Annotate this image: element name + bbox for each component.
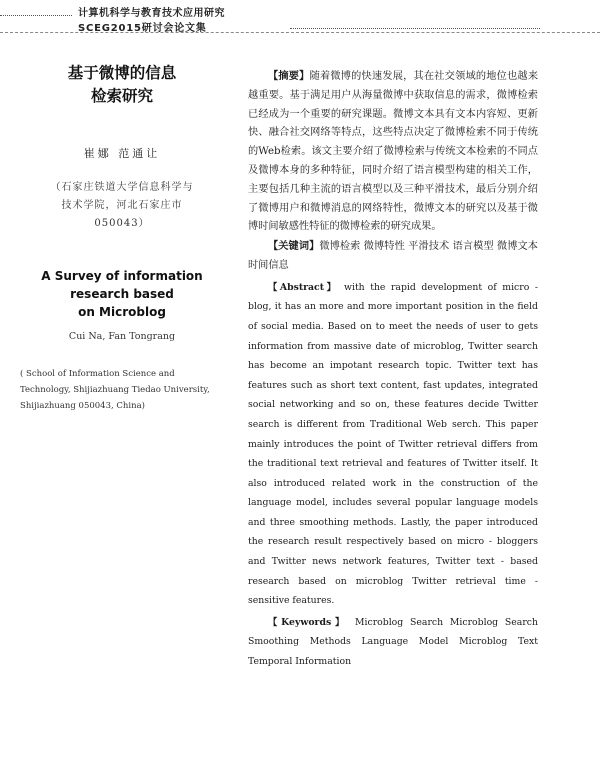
affiliation-cn-line2: 技术学院，河北石家庄市 bbox=[61, 200, 183, 211]
keywords-en-text: Microblog Search Microblog Search Smoothing Methods Language Model Microblog Text Temporal Information bbox=[248, 616, 538, 668]
header-divider bbox=[0, 32, 600, 33]
affiliation-cn-line3: 050043） bbox=[94, 218, 150, 229]
title-cn-line2: 检索研究 bbox=[90, 87, 153, 105]
title-en-line2: research based bbox=[70, 287, 174, 301]
authors-cn: 崔娜 范通让 bbox=[83, 147, 161, 160]
abstract-cn-label: 【摘要】 bbox=[268, 70, 310, 82]
header-dotted-rule-right bbox=[290, 28, 540, 29]
abstract-block bbox=[248, 67, 538, 672]
journal-name: 计算机科学与教育技术应用研究 bbox=[78, 8, 225, 19]
header-dotted-rule-left bbox=[0, 15, 72, 16]
keywords-cn-label: 【关键词】 bbox=[268, 240, 320, 253]
affiliation-en: ( School of Information Science and Technology, Shijiazhuang Tiedao University, Shijiazhuang 050043, China) bbox=[20, 369, 210, 411]
abstract-en-text: with the rapid development of micro - blog, it has an more and more important position in the field of social media. Based on to meet the needs of user to gets information from massive date of microblog, Twitter search has become an impotant research topic. Twitter text has features such as short text content, fast updates, integrated social networking and so on, these features decide Twitter search is different from Traditional Web serch. This paper mainly introduces the point of Twitter retrieval differs from the traditional text retrieval and features of Twitter itself. It also introduced related work in the construction of the language model, includes several popular language models and three smoothing methods. Lastly, the paper introduced the research result respectively based on micro - bloggers and Twitter news network features, Twitter text - based research based on microblog Twitter retrieval time - sensitive features. bbox=[248, 281, 538, 607]
authors-en: Cui Na, Fan Tongrang bbox=[68, 331, 176, 342]
title-en bbox=[18, 267, 226, 321]
abstract-cn bbox=[248, 67, 538, 237]
conference-name: SCEG2015研讨会论文集 bbox=[78, 23, 207, 34]
keywords-cn-text: 微博检索 微博特性 平滑技术 语言模型 微博文本 时间信息 bbox=[248, 241, 538, 271]
title-en-line1: A Survey of information bbox=[41, 269, 203, 283]
title-en-line3: on Microblog bbox=[78, 305, 166, 319]
title-cn-line1: 基于微博的信息 bbox=[67, 64, 177, 82]
affiliation-cn-line1: （石家庄铁道大学信息科学与 bbox=[50, 182, 194, 193]
keywords-en-label: 【Keywords】 bbox=[268, 616, 349, 628]
running-header bbox=[0, 0, 600, 42]
keywords-cn bbox=[248, 237, 538, 276]
abstract-en bbox=[248, 278, 538, 611]
title-block bbox=[18, 62, 226, 414]
affiliation-cn bbox=[18, 179, 226, 233]
abstract-cn-text: 随着微博的快速发展，其在社交领域的地位也越来越重要。基于满足用户从海量微博中获取信息的需求，微博检索已经成为一个重要的研究课题。微博文本具有文本内容短、更新快、融合社交网络等特点，这些特点决定了微博检索不同于传统的Web检索。该文主要介绍了微博检索与传统文本检索的不同点及微博本身的多种特征，同时介绍了语言模型构建的相关工作，主要包括几种主流的语言模型以及三种平滑技术，最后分别介绍了微博用户和微博消息的网络特性，微博文本的研究以及基于微博时间敏感性特征的微博检索的研究成果。 bbox=[248, 71, 539, 233]
title-cn bbox=[18, 62, 226, 108]
abstract-en-label: 【Abstract】 bbox=[268, 281, 339, 293]
keywords-en bbox=[248, 613, 538, 672]
